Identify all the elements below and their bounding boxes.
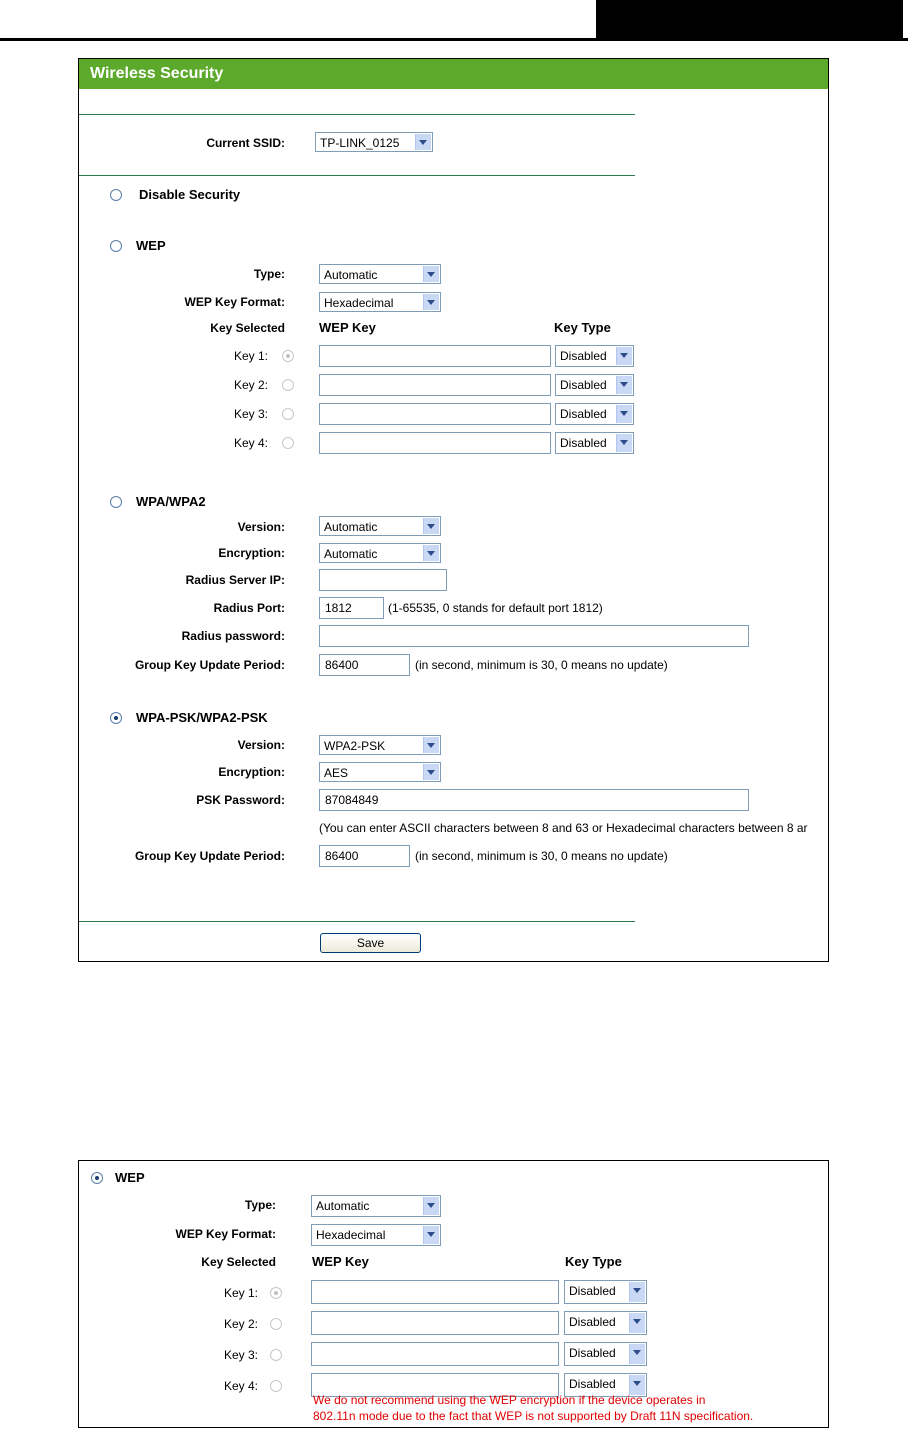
radius-port-label: Radius Port: [213,601,285,615]
wpa-encryption-value: Automatic [324,547,378,561]
radius-ip-input[interactable] [319,569,447,591]
col-key-selected: Key Selected [210,321,285,335]
chevron-down-icon [629,1282,645,1302]
psk-radio[interactable] [110,712,122,724]
key-select-radio[interactable] [282,379,294,391]
psk-group-key-label: Group Key Update Period: [134,849,285,863]
key-label: Key 4: [224,1379,259,1393]
col-key-type: Key Type [565,1254,622,1269]
radius-ip-label: Radius Server IP: [185,573,285,587]
chevron-down-icon [423,266,439,282]
wep-label: WEP [115,1170,145,1185]
ssid-select[interactable] [315,132,433,152]
radius-password-input[interactable] [319,625,749,647]
key-label: Key 2: [224,1317,259,1331]
ssid-value: TP-LINK_0125 [320,136,400,150]
divider [79,114,635,115]
disable-security-label: Disable Security [139,187,241,202]
key-type-select[interactable] [555,432,634,454]
key-select-radio[interactable] [270,1380,282,1392]
psk-group-key-input[interactable]: 86400 [319,845,410,867]
chevron-down-icon [423,764,439,780]
col-wep-key: WEP Key [312,1254,369,1269]
wep-type-label: Type: [244,1198,276,1212]
wep-warning [313,1392,823,1424]
psk-password-label: PSK Password: [196,793,285,807]
wpa-version-label: Version: [237,520,285,534]
radius-password-label: Radius password: [181,629,285,643]
wpa-group-key-input[interactable]: 86400 [319,654,410,676]
wep-type-select[interactable] [319,264,441,284]
chevron-down-icon [629,1313,645,1333]
wep-label: WEP [136,238,166,253]
psk-encryption-label: Encryption: [218,765,285,779]
page-header-block [596,0,900,38]
wep-key-input[interactable] [319,403,551,425]
key-label: Key 3: [224,1348,259,1362]
key-type-value: Disabled [560,349,607,363]
divider [79,175,635,176]
wep-radio[interactable] [91,1172,103,1184]
page-header-rule [0,38,908,41]
chevron-down-icon [616,434,632,452]
divider [79,921,635,922]
psk-group-key-hint: (in second, minimum is 30, 0 means no update) [415,849,668,863]
key-type-value: Disabled [569,1377,616,1391]
wpa-version-value: Automatic [324,520,378,534]
chevron-down-icon [616,405,632,423]
wep-warning-line: We do not recommend using the WEP encryption if the device operates in [313,1393,706,1407]
wep-type-select[interactable] [311,1195,441,1217]
psk-version-label: Version: [237,738,285,752]
wep-format-select[interactable] [311,1224,441,1246]
page-title: Wireless Security [90,65,224,82]
chevron-down-icon [616,347,632,365]
wpa-version-select[interactable] [319,516,441,536]
key-type-value: Disabled [560,407,607,421]
psk-encryption-value: AES [324,766,349,780]
chevron-down-icon [423,1226,439,1244]
wep-radio[interactable] [110,240,122,252]
col-key-selected: Key Selected [201,1255,276,1269]
wep-key-input[interactable] [319,374,551,396]
wep-format-label: WEP Key Format: [175,1227,276,1241]
wep-key-input[interactable] [311,1280,559,1304]
wep-format-value: Hexadecimal [316,1228,386,1242]
wep-format-label: WEP Key Format: [184,295,285,309]
wpa-encryption-label: Encryption: [218,546,285,560]
key-select-radio[interactable] [282,350,294,362]
key-type-select[interactable] [564,1280,647,1304]
panel-title-bar [79,59,828,89]
key-select-radio[interactable] [270,1287,282,1299]
page-header-edge [900,0,903,38]
wep-type-value: Automatic [324,268,378,282]
ssid-label: Current SSID: [206,136,285,150]
key-type-value: Disabled [569,1346,616,1360]
key-type-value: Disabled [569,1315,616,1329]
key-label: Key 2: [234,378,269,392]
col-wep-key: WEP Key [319,320,376,335]
chevron-down-icon [423,294,439,310]
psk-version-select[interactable] [319,735,441,755]
key-label: Key 4: [234,436,269,450]
col-key-type: Key Type [554,320,611,335]
wep-format-select[interactable] [319,292,441,312]
wep-key-input[interactable] [311,1311,559,1335]
wpa-label: WPA/WPA2 [136,494,206,509]
key-type-select[interactable] [555,374,634,396]
wep-warning-line: 802.11n mode due to the fact that WEP is not supported by Draft 11N specification. [313,1409,754,1423]
wep-type-label: Type: [253,267,285,281]
chevron-down-icon [423,1197,439,1215]
key-type-select[interactable] [564,1311,647,1335]
radius-port-hint: (1-65535, 0 stands for default port 1812) [388,601,603,615]
psk-version-value: WPA2-PSK [324,739,386,753]
key-select-radio[interactable] [270,1318,282,1330]
wep-format-value: Hexadecimal [324,296,394,310]
key-label: Key 3: [234,407,269,421]
chevron-down-icon [423,737,439,753]
key-type-select[interactable] [564,1342,647,1366]
key-select-radio[interactable] [282,408,294,420]
chevron-down-icon [616,376,632,394]
psk-encryption-select[interactable] [319,762,441,782]
key-type-select[interactable] [555,345,634,367]
key-label: Key 1: [224,1286,259,1300]
key-type-value: Disabled [569,1284,616,1298]
wep-type-value: Automatic [316,1199,370,1213]
key-label: Key 1: [234,349,269,363]
wpa-group-key-label: Group Key Update Period: [134,658,285,672]
wpa-group-key-hint: (in second, minimum is 30, 0 means no update) [415,658,668,672]
key-select-radio[interactable] [270,1349,282,1361]
wep-detail-panel [78,1160,829,1428]
psk-password-input[interactable]: 87084849 [319,789,749,811]
chevron-down-icon [423,545,439,561]
wep-key-input[interactable] [319,432,551,454]
psk-password-hint: (You can enter ASCII characters between 8 and 63 or Hexadecimal characters between 8 ar [319,821,808,835]
key-type-value: Disabled [560,436,607,450]
wep-key-input[interactable] [311,1342,559,1366]
key-select-radio[interactable] [282,437,294,449]
save-button[interactable]: Save [320,933,421,953]
key-type-value: Disabled [560,378,607,392]
chevron-down-icon [423,518,439,534]
wireless-security-panel [78,58,829,962]
chevron-down-icon [415,134,431,150]
wep-key-input[interactable] [319,345,551,367]
key-type-select[interactable] [555,403,634,425]
radius-port-input[interactable]: 1812 [319,597,384,619]
disable-security-radio[interactable] [110,189,122,201]
chevron-down-icon [629,1344,645,1364]
wpa-radio[interactable] [110,496,122,508]
psk-label: WPA-PSK/WPA2-PSK [136,710,268,725]
wpa-encryption-select[interactable] [319,543,441,563]
